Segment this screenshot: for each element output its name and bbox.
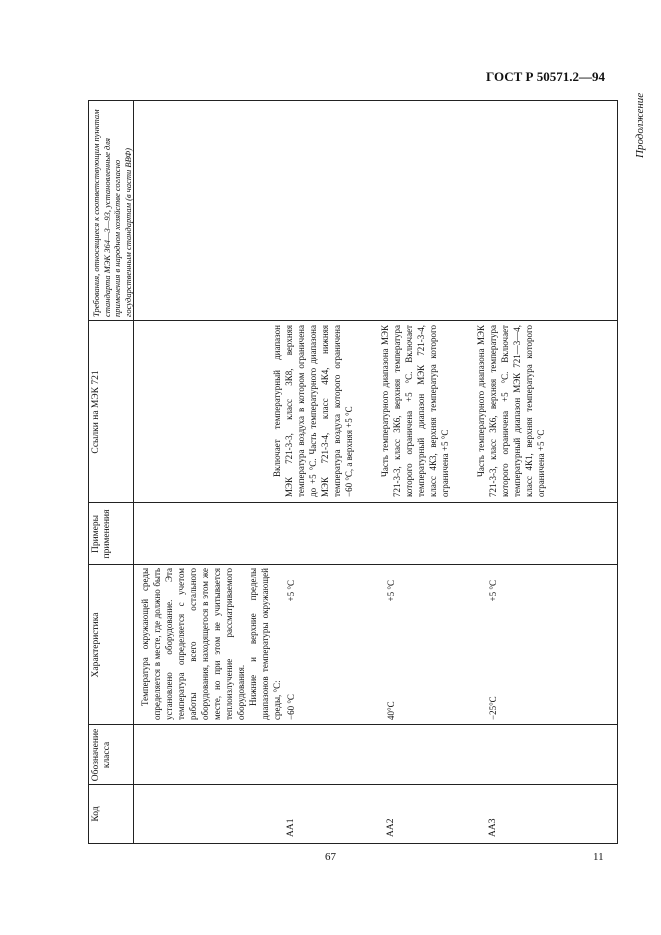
row-reference: Включает температурный диапазон МЭК 721-3-3, класс 3К8, верхняя температура воздуха в котором ограничена до +5 °С. Часть температурного диапазона МЭК 721-3-4, класс 4К4, нижняя температура воздуха которого ограничена −60 °С, а верхняя +5 °С xyxy=(272,325,354,497)
column-divider xyxy=(89,502,617,503)
header-requirements: Требования, относящиеся к соответствующим пунктам стандарта МЭК 364—3—93, установленные для применения в народном хозяйстве согласно государственным стандартам (в части ВВФ) xyxy=(91,109,133,317)
column-divider xyxy=(89,784,617,785)
characteristic-intro: Температура окружающей среды определяется в месте, где должно быть установлено оборудование. Эта температура определяется с учетом работы всего остального оборудования, находящегося в этом же месте, но при этом не учитывается теплоизлучение рассматриваемого оборудования. xyxy=(140,568,246,720)
range-high: +5 °С xyxy=(488,580,498,602)
header-divider xyxy=(133,101,134,843)
header-code: Код xyxy=(91,806,101,822)
rotated-table-area xyxy=(88,100,618,844)
characteristic-limits: Нижние и верхние пределы диапазонов температуры окружающей среды, °С: xyxy=(248,568,282,720)
row-range xyxy=(285,580,297,720)
header-iec-references: Ссылки на МЭК 721 xyxy=(91,370,101,454)
column-divider xyxy=(89,320,617,321)
row-range xyxy=(487,580,499,720)
range-low: −60 °С xyxy=(286,694,296,720)
header-application-examples: Примеры применения xyxy=(91,509,112,559)
header-class-designation: Обозначение класса xyxy=(91,728,112,782)
column-divider xyxy=(89,564,617,565)
range-low: −25°С xyxy=(488,696,498,720)
page-number-right: 11 xyxy=(593,851,604,863)
header-characteristic: Характеристика xyxy=(91,612,101,678)
row-range xyxy=(385,580,397,720)
row-reference: Часть температурного диапазона МЭК 721-3-3, класс 3К6, верхняя температура которого ограничена +5 °С. Включает температурный диапазон МЭК 721-3-4, класс 4К3, верхняя температура которого ограничена +5 °С xyxy=(380,325,450,497)
standard-number: ГОСТ Р 50571.2—94 xyxy=(486,69,605,84)
range-low: 40°С xyxy=(386,701,396,720)
range-high: +5 °С xyxy=(286,580,296,602)
row-code: АА3 xyxy=(488,818,498,837)
range-high: +5 °С xyxy=(386,580,396,602)
row-reference: Часть температурного диапазона МЭК 721-3-3, класс 3К6, верхняя температура которого ограничена +5 °С. Включает температурный диапазон МЭК 721—3—4, класс 4К1, верхняя температура которого ограничена +5 °С xyxy=(476,325,546,497)
row-code: АА1 xyxy=(286,818,296,837)
page-number-left: 67 xyxy=(325,851,336,863)
column-divider xyxy=(89,724,617,725)
continuation-label: Продолжение xyxy=(634,92,646,158)
row-code: АА2 xyxy=(386,818,396,837)
requirements-table xyxy=(88,100,618,844)
